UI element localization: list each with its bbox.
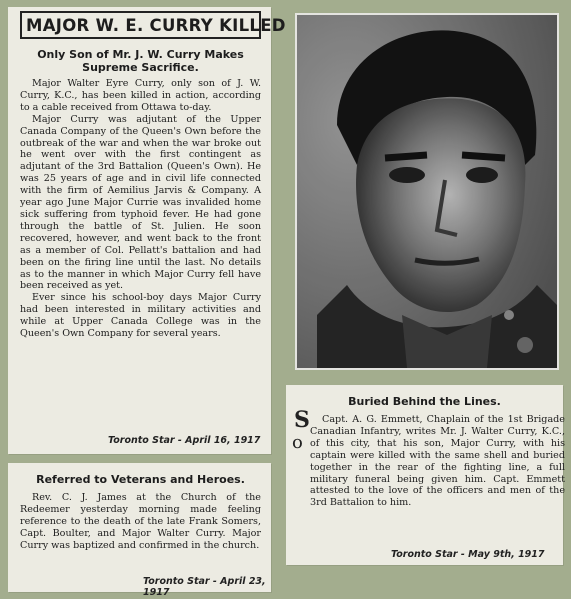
article-body: [20, 78, 261, 340]
paragraph: Capt. A. G. Emmett, Chaplain of the 1st Brigade Canadian Infantry, writes Mr. J. Walter Curry, K.C., of this city, that his son, Major Curry, with his captain were killed with the same shell and buried together in the rear of the fighting line, a full military funeral being given him. Capt. Emmett attested to the love of the officers and men of the 3rd Battalion to him.: [310, 414, 565, 509]
source-caption: Toronto Star - April 23, 1917: [143, 576, 266, 598]
source-caption: Toronto Star - April 16, 1917: [108, 435, 261, 446]
clipped-edge-letter: o: [292, 432, 303, 453]
clipping-main: [8, 7, 286, 454]
headline: MAJOR W. E. CURRY KILLED: [20, 11, 261, 39]
clipping-veterans: [8, 463, 271, 598]
subhead: Only Son of Mr. J. W. Curry Makes Supreme Sacrifice.: [37, 48, 244, 74]
article-body: [296, 414, 565, 509]
clipped-edge-letter: S: [294, 407, 310, 433]
clipping-buried: [286, 385, 563, 565]
paragraph: Ever since his school-boy days Major Curry had been interested in military activities and while at Upper Canada College was in the Queen's Own Company for several years.: [20, 292, 261, 340]
paragraph: Major Walter Eyre Curry, only son of J. W. Curry, K.C., has been killed in action, according to a cable received from Ottawa to-day.: [20, 78, 261, 113]
paragraph: Rev. C. J. James at the Church of the Redeemer yesterday morning made feeling reference to the death of the late Frank Somers, Capt. Boulter, and Major Walter Curry. Major Curry was baptized and confirmed in the church.: [20, 492, 261, 551]
article-body: [20, 492, 261, 552]
subhead: Referred to Veterans and Heroes.: [36, 473, 245, 486]
subhead: Buried Behind the Lines.: [348, 395, 501, 408]
portrait-photo: [295, 13, 559, 370]
paragraph: Major Curry was adjutant of the Upper Canada Company of the Queen's Own before the outbreak of the war and when the war broke out he went over with the first contingent as adjutant of the 3rd Battalion (Queen's Own). He was 25 years of age and in civil life connected with the firm of Aemilius Jarvis & Company. A year ago June Major Currie was invalided home sick suffering from typhoid fever. He had gone through the battle of St. Julien. He soon recovered, however, and went back to the front as a member of Col. Pellatt's battalion and had been on the firing line until the last. No details as to the manner in which Major Curry fell have been received as yet.: [20, 113, 261, 292]
source-caption: Toronto Star - May 9th, 1917: [391, 549, 545, 560]
portrait-image: [297, 15, 557, 368]
